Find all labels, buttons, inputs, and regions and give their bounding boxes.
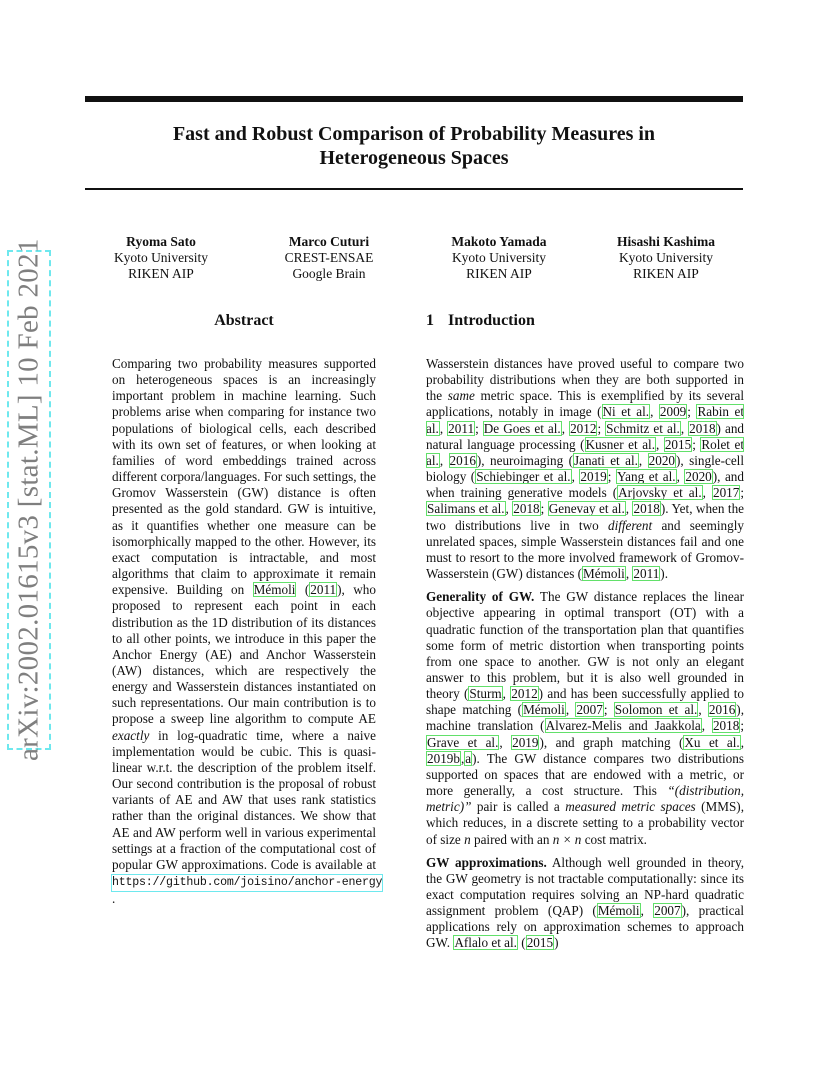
citation-link[interactable]: 2020 [685, 469, 712, 485]
intro-paragraph [426, 589, 744, 848]
emphasis: different [607, 517, 653, 533]
text-run: , [625, 566, 633, 582]
citation-link[interactable]: 2018 [513, 501, 540, 517]
text-run: , [640, 903, 654, 919]
text-run: . [112, 891, 116, 907]
citation-link[interactable]: 2017 [712, 485, 740, 501]
top-rule [85, 96, 743, 102]
text-run: ; [687, 404, 697, 420]
section-title: Introduction [448, 312, 535, 329]
author-block [100, 234, 222, 282]
text-run: ; [540, 501, 548, 517]
citation-link[interactable]: Schmitz et al. [606, 420, 680, 436]
text-run: , [499, 734, 512, 750]
math-variable: n [464, 831, 471, 847]
citation-link[interactable]: Ni et al. [602, 404, 650, 420]
text-run: ), neuroimaging ( [476, 452, 574, 468]
citation-link[interactable]: 2015 [526, 935, 554, 951]
citation-link[interactable]: 2016 [449, 452, 476, 468]
citation-link[interactable]: 2019 [580, 469, 607, 485]
text-run: , [698, 702, 708, 718]
text-run: Although well grounded in theory, the GW geometry is not tractable computationally: since its exact computation requires solving an NP-hard quadratic assignment problem (QAP) ( [426, 854, 744, 919]
text-run: Wasserstein distances have proved useful to compare two probability distributions when they are both supported in the [426, 356, 744, 404]
citation-link[interactable]: De Goes et al. [483, 420, 561, 436]
abstract-heading: Abstract [214, 312, 274, 329]
citation-link[interactable]: Solomon et al. [614, 702, 698, 718]
text-run: ), and when training generative models ( [426, 469, 744, 501]
author-affiliation: Kyoto University [113, 250, 209, 265]
text-run: , [701, 718, 712, 734]
author-affiliation: Kyoto University [618, 250, 714, 265]
text-run: , [571, 469, 580, 485]
citation-link[interactable]: 2018 [712, 718, 740, 734]
author-name: Ryoma Sato [126, 234, 196, 249]
text-run: The GW distance replaces the linear objective appearing in optimal transport (OT) with a quadratic function of the transportation plan that quantifies some form of metric distortion when transporting points from one space to another. GW is not only an elegant answer to this problem, but it is also well grounded in theory ( [426, 589, 744, 702]
citation-link[interactable]: Mémoli [253, 582, 296, 598]
citation-link[interactable]: Yang et al. [616, 469, 676, 485]
text-run: in log-quadratic time, where a naive implementation would be cubic. This is quasi-linear w.r.t. the description of the problem itself. Our second contribution is the proposal of robust variants of AE and AW that uses rank statistics rather than the original distances. We show that AE and AW perform well in various experimental settings at a fraction of the computational cost of popular GW approximations. Code is available at [112, 727, 376, 872]
text-run: ), who proposed to represent each point in each distribution as the 1D distribution of its distances to all other points, we introduce in this paper the Anchor Energy (AE) and Anchor Wasserstein (AW) distances, which are respectively the energy and Wasserstein distances instantiated on such representations. Our main contribution is to propose a sweep line algorithm to compute AE [112, 582, 376, 727]
text-run: , [460, 750, 465, 766]
citation-link[interactable]: Genevay et al. [548, 501, 625, 517]
text-run: ), single-cell biology ( [426, 452, 745, 485]
author-affiliation: RIKEN AIP [633, 266, 699, 281]
code-url-link[interactable]: https://github.com/joisino/anchor-energy [112, 875, 382, 891]
citation-link[interactable]: 2011 [448, 420, 475, 436]
text-run: ; [607, 469, 616, 485]
author-affiliation: RIKEN AIP [466, 266, 532, 281]
introduction-body [426, 356, 744, 959]
citation-link[interactable]: Janati et al. [574, 452, 638, 468]
citation-link[interactable]: Kusner et al. [585, 436, 656, 452]
title-line-2: Heterogeneous Spaces [319, 147, 509, 169]
paragraph-heading: Generality of GW. [426, 589, 535, 605]
text-run: , [638, 452, 648, 468]
author-block [434, 234, 564, 282]
citation-link[interactable]: Rabin et al. [426, 404, 744, 436]
abstract-paragraph [112, 356, 383, 907]
author-affiliation: Kyoto University [451, 250, 547, 265]
text-run: ( [296, 582, 310, 598]
text-run: ), and graph matching ( [539, 734, 684, 750]
text-run: , [702, 485, 712, 501]
text-run: ). The GW distance compares two distributions supported on spaces that are endowed with a metric, or more generally, a cost structure. This [426, 750, 744, 799]
text-run: cost matrix. [581, 831, 647, 847]
author-block [266, 234, 392, 282]
section-number: 1 [426, 312, 434, 329]
emphasis: “(distribution, metric)” [426, 783, 744, 815]
citation-link[interactable]: 2011 [633, 566, 660, 582]
citation-link[interactable]: a [465, 750, 472, 766]
citation-link[interactable]: 2012 [570, 420, 597, 436]
text-run: pair is called a [471, 799, 566, 815]
text-run: ; [475, 420, 483, 436]
author-affiliation: CREST-ENSAE [284, 250, 374, 265]
text-run: , [676, 469, 685, 485]
text-run: (MMS), which reduces, in a discrete setting to a probability vector of size [426, 799, 744, 847]
citation-link[interactable]: 2020 [648, 452, 675, 468]
arxiv-identifier[interactable] [7, 238, 51, 762]
text-run: , [740, 734, 744, 750]
citation-link[interactable]: Rolet et al. [426, 436, 744, 468]
citation-link[interactable]: 2019 [512, 734, 539, 750]
author-name: Marco Cuturi [288, 234, 370, 249]
author-name: Hisashi Kashima [617, 234, 715, 249]
text-run: paired with an [470, 831, 553, 847]
citation-link[interactable]: Grave et al. [427, 734, 499, 750]
text-run: ). Yet, when the two distributions live in two [426, 501, 745, 533]
math-expression: n × n [552, 831, 582, 847]
author-affiliation: RIKEN AIP [128, 266, 194, 281]
text-run: ). [660, 566, 668, 582]
title-rule [85, 188, 743, 190]
text-run: , [565, 702, 576, 718]
citation-link[interactable]: Arjovsky et al. [618, 485, 702, 501]
citation-link[interactable]: 2019b [427, 750, 460, 766]
text-run: ; [740, 718, 744, 734]
text-run: ) and natural language processing ( [426, 420, 745, 452]
citation-link[interactable]: 2018 [689, 420, 716, 436]
text-run: ( [517, 935, 526, 951]
citation-link[interactable]: Mémoli [583, 566, 625, 582]
introduction-heading [426, 312, 535, 330]
arxiv-identifier-text: arXiv:2002.01615v3 [stat.ML] 10 Feb 2021 [12, 238, 45, 762]
intro-paragraph [426, 855, 744, 952]
citation-link[interactable]: 2011 [310, 582, 337, 598]
citation-link[interactable]: 2007 [654, 903, 681, 919]
abstract-body [112, 356, 383, 907]
text-run: ), machine translation ( [426, 702, 744, 734]
emphasis: measured metric spaces [565, 799, 696, 815]
author-block [602, 234, 730, 282]
citation-link[interactable]: Sturm [469, 686, 502, 702]
citation-link[interactable]: 2018 [633, 501, 660, 517]
text-run: , [505, 501, 513, 517]
citation-link[interactable]: 2012 [511, 686, 538, 702]
citation-link[interactable]: Schiebinger et al. [476, 469, 571, 485]
citation-link[interactable]: 2015 [664, 436, 692, 452]
text-run: , [502, 686, 511, 702]
text-run: ), practical applications rely on approximation schemes to approach GW. [426, 903, 744, 951]
citation-link[interactable]: 2007 [576, 702, 603, 718]
paper-title [85, 122, 743, 170]
text-run: Comparing two probability measures supported on heterogeneous spaces is an increasingly important problem in machine learning. Such problems arise when comparing for instance two populations of biological cells, each described with its own set of features, or when looking at families of word embeddings trained across different corpora/languages. For such settings, the Gromov Wasserstein (GW) distance is often presented as the gold standard. GW is intuitive, as it quantifies whether one measure can be isomorphically mapped to the other. However, its exact computation is intractable, and most algorithms that claim to approximate it remain expensive. Building on [112, 356, 376, 598]
paragraph-heading: GW approximations. [426, 854, 547, 870]
citation-link[interactable]: Salimans et al. [427, 501, 505, 517]
citation-link[interactable]: 2016 [708, 702, 736, 718]
author-affiliation: Google Brain [292, 266, 366, 281]
title-line-1: Fast and Robust Comparison of Probability Measures in [172, 123, 656, 145]
text-run: and seemingly unrelated spaces, simple Wasserstein distances fail and one must to resort to the more involved framework of Gromov-Wasserstein (GW) distances ( [426, 517, 744, 582]
text-run: ; [692, 436, 701, 452]
text-run: , [625, 501, 633, 517]
text-run: ; [740, 485, 745, 501]
citation-link[interactable]: Mémoli [597, 903, 640, 919]
citation-link[interactable]: Alvarez-Melis and Jaakkola [545, 718, 701, 734]
emphasis: exactly [112, 727, 150, 743]
citation-link[interactable]: 2009 [659, 404, 687, 420]
text-run: metric space. This is exemplified by its several applications, notably in image ( [426, 388, 744, 420]
text-run: ) and has been successfully applied to shape matching ( [426, 686, 745, 718]
text-run: , [656, 436, 664, 452]
text-run: , [439, 420, 448, 436]
intro-paragraph [426, 356, 744, 582]
text-run: ) [554, 935, 559, 951]
text-run: , [561, 420, 570, 436]
citation-link[interactable]: Xu et al. [684, 734, 740, 750]
text-run: ; [597, 420, 606, 436]
text-run: , [650, 404, 659, 420]
text-run: ; [603, 702, 614, 718]
author-name: Makoto Yamada [451, 234, 547, 249]
citation-link[interactable]: Aflalo et al. [454, 935, 517, 951]
text-run: , [680, 420, 689, 436]
citation-link[interactable]: Mémoli [523, 702, 565, 718]
text-run: , [439, 452, 449, 468]
emphasis: same [447, 388, 475, 404]
